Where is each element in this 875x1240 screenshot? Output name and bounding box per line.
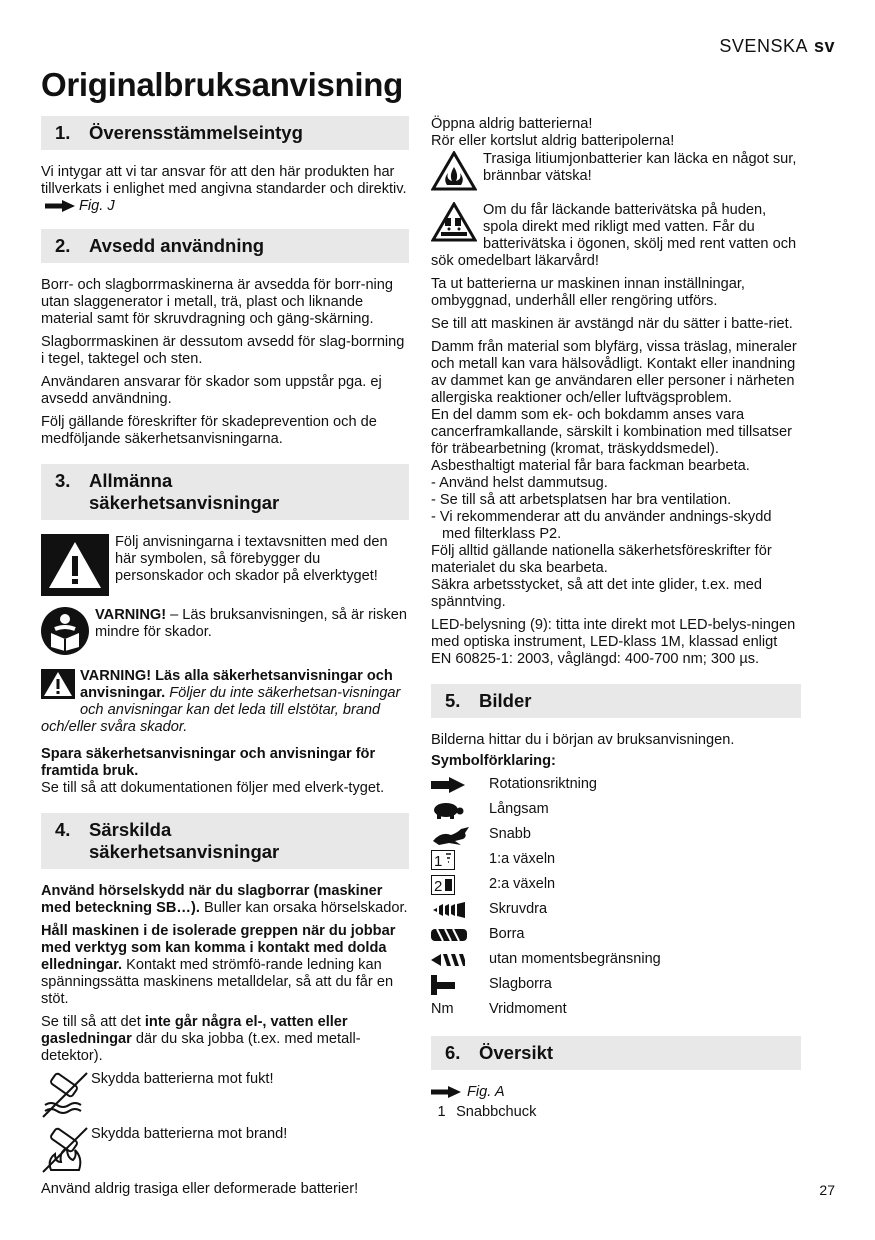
arrow-icon bbox=[41, 198, 79, 214]
page-number: 27 bbox=[819, 1182, 835, 1198]
intended-use-p2: Slagborrmaskinen är dessutom avsedd för slag-borrning i tegel, taktegel och sten. bbox=[41, 334, 405, 367]
gear-2-icon bbox=[431, 875, 489, 895]
section-3-heading: 3. Allmänna säkerhetsanvisningar bbox=[41, 464, 409, 520]
arrow-icon bbox=[431, 777, 489, 793]
fire-warning: Skydda batterierna mot brand! bbox=[41, 1126, 409, 1179]
hearing-protection: Använd hörselskydd när du slagborrar (maskiner med beteckning SB…). Buller kan orsaka hörselskador. bbox=[41, 883, 408, 916]
language-header bbox=[719, 36, 835, 57]
moisture-warning: Skydda batterierna mot fukt! bbox=[41, 1071, 409, 1124]
symbol-explanation: Följ anvisningarna i textavsnitten med den här symbolen, så förebygger du personskador och skador på elverktyget! bbox=[41, 534, 409, 601]
warning-small-icon bbox=[41, 669, 75, 704]
hammer-drill-icon bbox=[431, 975, 489, 995]
drill-icon bbox=[431, 928, 489, 942]
dust-p1: Damm från material som blyfärg, vissa träslag, mineraler och metall kan vara hälsovådligt. Kontakt eller inandning av dammet kan ge användaren eller personer i närheten allergiska reaktioner och/eller luftvägsproblem. bbox=[431, 339, 797, 406]
secure-workpiece: Säkra arbetsstycket, så att det inte glider, t.ex. med spänntving. bbox=[431, 577, 762, 610]
led-info: LED-belysning (9): titta inte direkt mot LED-belys-ningen med optiska instrument, LED-klass 1M, klassad enligt EN 60825-1: 2003, våglängd: 400-700 nm; 300 µs. bbox=[431, 617, 796, 667]
legend-row-drill: Borra bbox=[431, 922, 801, 947]
section-2-heading: 2. Avsedd användning bbox=[41, 229, 409, 263]
intended-use-p3: Användaren ansvarar för skador som uppstår pga. ej avsedd användning. bbox=[41, 374, 382, 407]
legend-row-torque: Nm Vridmoment bbox=[431, 1001, 567, 1017]
bullet-2: - Se till så att arbetsplatsen har bra ventilation. bbox=[431, 492, 732, 508]
legend-row-gear-1: 1 1:a växeln bbox=[431, 847, 801, 872]
general-warning: VARNING! Läs alla säkerhetsanvisningar och anvisningar. Följer du inte säkerhetsan-visningar och anvisningar kan det leda till elstötar, brand och/eller svåra skador. bbox=[41, 668, 401, 735]
insulated-grip: Håll maskinen i de isolerade greppen när du jobbar med verktyg som kan komma i kontakt med dolda elledningar. Kontakt med strömfö-rande ledning kan spänningssätta maskinens metalldelar, så att du får en stöt. bbox=[41, 923, 396, 1007]
legend-row-no-torque: utan momentsbegränsning bbox=[431, 947, 801, 972]
legend-title: Symbolförklaring: bbox=[431, 753, 556, 769]
language-name: SVENSKA bbox=[719, 36, 808, 56]
svg-text:2: 2 bbox=[434, 877, 443, 895]
section-4-heading: 4. Särskilda säkerhetsanvisningar bbox=[41, 813, 409, 869]
save-instructions: Spara säkerhetsanvisningar och anvisningar för framtida bruk. Se till så att dokumentationen följer med elverk-tyget. bbox=[41, 746, 385, 796]
screwdriver-icon bbox=[431, 902, 489, 918]
turtle-icon bbox=[431, 801, 489, 819]
leak-warning: Trasiga litiumjonbatterier kan läcka en något sur, brännbar vätska! bbox=[431, 151, 801, 196]
legend-row-rotation: Rotationsriktning bbox=[431, 772, 801, 797]
page-title: Originalbruksanvisning bbox=[41, 66, 403, 103]
no-torque-limit-icon bbox=[431, 952, 489, 968]
switched-off: Se till att maskinen är avstängd när du sätter i batte-riet. bbox=[431, 316, 793, 332]
intended-use-p1: Borr- och slagborrmaskinerna är avsedda för borr-ning utan slaggenerator i metall, trä, plast och liknande material samt för skruvdragning och gäng-skärning. bbox=[41, 277, 394, 327]
gear-1-icon bbox=[431, 850, 489, 870]
damaged-batteries: Använd aldrig trasiga eller deformerade batterier! bbox=[41, 1181, 359, 1197]
remove-batteries: Ta ut batterierna ur maskinen innan inställningar, ombyggnad, underhåll eller rengöring utförs. bbox=[431, 276, 745, 309]
dust-p2: En del damm som ek- och bokdamm anses vara cancerframkallande, särskilt i kombination med tillsatser för träbearbetning (kromat, träskyddsmedel). Asbesthaltigt material får bara fackman bearbeta. bbox=[431, 407, 792, 474]
section-6-heading: 6. Översikt bbox=[431, 1036, 801, 1070]
pictures-text: Bilderna hittar du i början av bruksanvisningen. bbox=[431, 732, 735, 748]
section-5-heading: 5. Bilder bbox=[431, 684, 801, 718]
hidden-lines: Se till så att det inte går några el-, vatten eller gasledningar där du ska jobba (t.ex. med metall-detektor). bbox=[41, 1014, 361, 1064]
intended-use-p4: Följ gällande föreskrifter för skadeprevention och de medföljande säkerhetsanvisningarna. bbox=[41, 414, 377, 447]
short-circuit: Rör eller kortslut aldrig batteripolerna! bbox=[431, 133, 675, 149]
read-manual-icon bbox=[41, 607, 89, 660]
nm-symbol: Nm bbox=[431, 1001, 454, 1017]
open-batteries: Öppna aldrig batterierna! bbox=[431, 116, 593, 132]
svg-text:1: 1 bbox=[434, 852, 443, 870]
flammable-icon bbox=[431, 151, 477, 196]
legend-row-hammer-drill: Slagborra bbox=[431, 972, 801, 997]
skin-contact: Om du får läckande batterivätska på huden, spola direkt med rikligt med vatten. Får du batterivätska i ögonen, skölj med rent vatten och sök omedelbart läkarvård! bbox=[431, 202, 797, 269]
read-manual-warning: VARNING! – Läs bruksanvisningen, så är risken mindre för skador. bbox=[41, 607, 409, 660]
no-fire-icon bbox=[41, 1126, 89, 1179]
national-regulations: Följ alltid gällande nationella säkerhetsföreskrifter för materialet du ska bearbeta. bbox=[431, 543, 772, 576]
conformity-text: Vi intygar att vi tar ansvar för att den här produkten har tillverkats i enlighet med angivna standarder och direktiv.Fig. J bbox=[41, 164, 407, 214]
left-column bbox=[41, 116, 409, 1204]
right-column bbox=[431, 116, 801, 1121]
bullet-1: - Använd helst dammutsug. bbox=[431, 475, 608, 491]
language-code: sv bbox=[813, 36, 835, 56]
overview-figure-ref: Fig. A bbox=[431, 1084, 801, 1101]
bullet-3: - Vi rekommenderar att du använder andnings-skydd med filterklass P2. bbox=[431, 509, 772, 542]
corrosive-icon bbox=[431, 202, 477, 247]
hare-icon bbox=[431, 825, 489, 845]
no-moisture-icon bbox=[41, 1071, 89, 1124]
section-1-heading: 1. Överensstämmelseintyg bbox=[41, 116, 409, 150]
overview-item: 1 Snabbchuck bbox=[437, 1104, 537, 1120]
warning-triangle-icon bbox=[41, 534, 109, 601]
legend-row-gear-2: 2 2:a växeln bbox=[431, 872, 801, 897]
legend-row-fast: Snabb bbox=[431, 822, 801, 847]
legend-row-screwdrive: Skruvdra bbox=[431, 897, 801, 922]
legend-row-slow: Långsam bbox=[431, 797, 801, 822]
arrow-icon bbox=[431, 1084, 467, 1100]
